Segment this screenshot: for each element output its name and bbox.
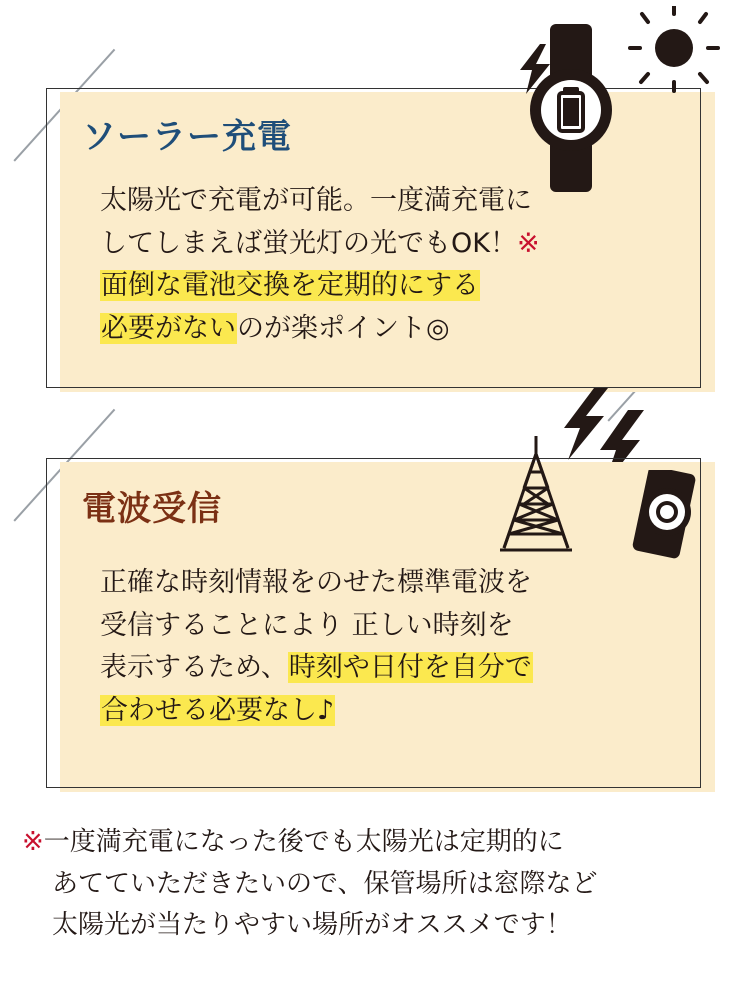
watch-icon: [628, 470, 706, 560]
sun-icon: [612, 6, 722, 116]
solar-section-body: [100, 180, 700, 351]
radio-tower-icon: [486, 432, 586, 562]
radio-body-line-3: 表示するため、時刻や日付を自分で: [100, 652, 532, 684]
solar-body-line-2: してしまえば蛍光灯の光でもOK！※: [100, 227, 540, 259]
radio-body-line-2: 受信することにより 正しい時刻を: [100, 609, 514, 641]
radio-section-title: 電波受信: [82, 489, 222, 529]
radio-body-line-4: 合わせる必要なし♪: [101, 694, 335, 726]
solar-body-line-3: 面倒な電池交換を定期的にする: [101, 270, 479, 302]
watch-battery-icon: [528, 24, 614, 192]
radio-body-line-1: 正確な時刻情報をのせた標準電波を: [100, 567, 532, 598]
reference-mark-icon: ※: [516, 227, 540, 259]
footnote-line-1: ※一度満充電になった後でも太陽光は定期的に: [22, 827, 564, 857]
reference-mark-icon: ※: [22, 827, 44, 857]
radio-section-body: [100, 562, 700, 733]
footnote: [22, 822, 732, 947]
footnote-line-2: あてていただきたいので、保管場所は窓際など: [52, 868, 598, 899]
solar-section-title: ソーラー充電: [82, 117, 292, 157]
footnote-line-3: 太陽光が当たりやすい場所がオススメです！: [52, 910, 572, 941]
solar-body-line-4: 必要がないのが楽ポイント◎: [101, 312, 450, 344]
solar-body-line-1: 太陽光で充電が可能。一度満充電に: [100, 185, 532, 216]
